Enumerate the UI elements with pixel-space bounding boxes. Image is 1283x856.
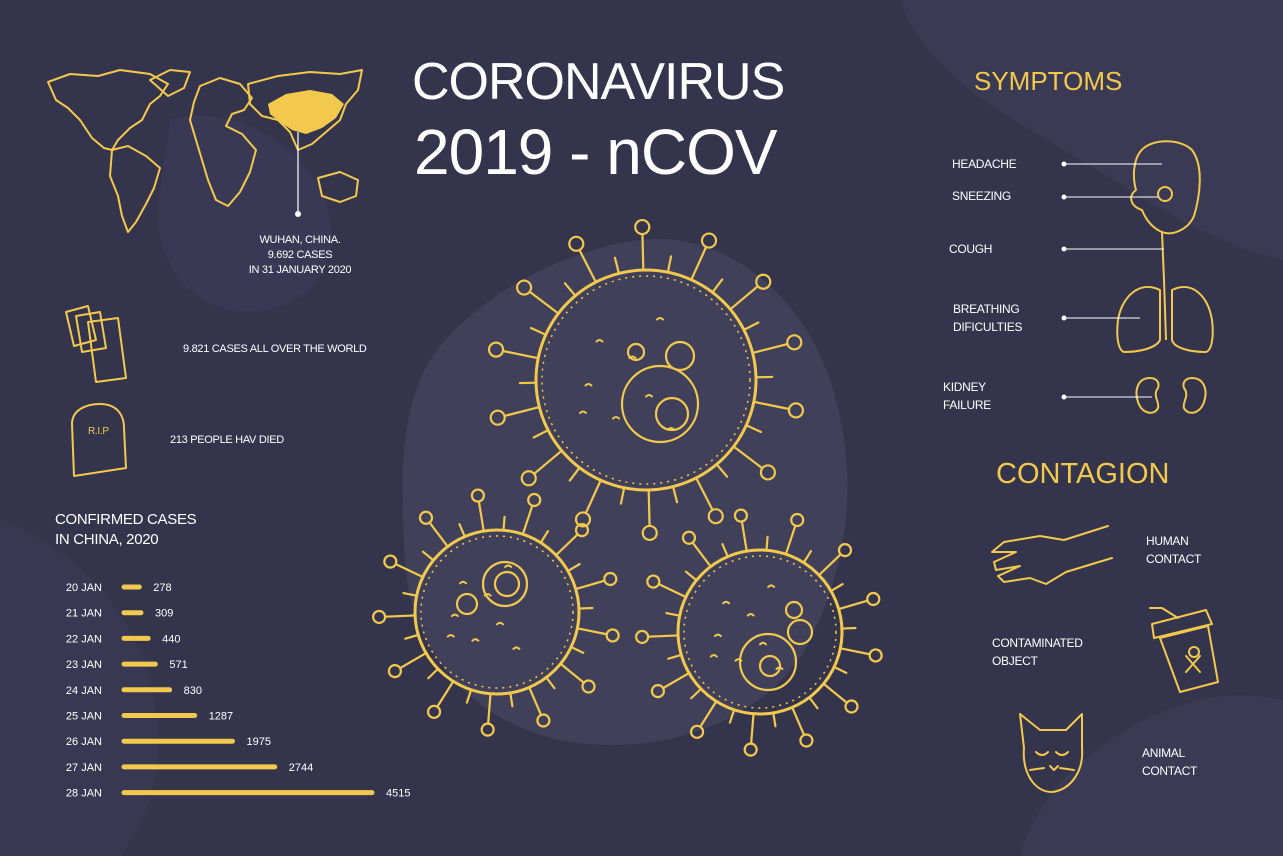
contagion-human-line-2: CONTACT — [1146, 552, 1202, 566]
chart-category-label: 23 JAN — [65, 659, 102, 672]
chart-value-label: 440 — [162, 633, 181, 646]
symptom-cough-line: COUGH — [949, 242, 993, 256]
chart-category-label: 25 JAN — [65, 710, 102, 723]
chart-title-line-1: CONFIRMED CASES — [55, 511, 197, 528]
chart-title-line-2: IN CHINA, 2020 — [55, 531, 159, 548]
contagion-object — [992, 634, 1083, 670]
symptom-kidney-line-2: FAILURE — [943, 398, 991, 412]
contagion-object-line-1: CONTAMINATED — [992, 636, 1083, 650]
cup-icon — [1150, 608, 1218, 692]
contagion-object-line-2: OBJECT — [992, 654, 1038, 668]
chart-category-label: 28 JAN — [65, 787, 102, 800]
contagion-human — [1146, 532, 1201, 568]
cat-icon — [1020, 714, 1082, 792]
contagion-animal-line-1: ANIMAL — [1142, 746, 1185, 760]
title-line-1: CORONAVIRUS — [412, 53, 785, 111]
chart-value-label: 309 — [154, 607, 174, 620]
chart-category-label: 24 JAN — [65, 684, 102, 697]
chart-category-label: 27 JAN — [65, 761, 102, 774]
chart-category-label: 26 JAN — [65, 736, 102, 749]
contagion-human-line-1: HUMAN — [1146, 534, 1189, 548]
chart-category-label: 22 JAN — [65, 633, 102, 646]
contagion-animal — [1142, 744, 1197, 780]
symptom-kidney-line-1: KIDNEY — [943, 380, 986, 394]
chart-category-label: 21 JAN — [65, 607, 102, 620]
deaths-stat: 213 PEOPLE HAV DIED — [170, 434, 284, 446]
symptom-headache-line: HEADACHE — [952, 157, 1017, 171]
title-line-2: 2019 - nCOV — [414, 116, 777, 188]
world-cases-stat: 9.821 CASES ALL OVER THE WORLD — [183, 343, 367, 355]
chart-value-label: 278 — [153, 582, 172, 594]
symptom-breathing-line-2: DIFICULTIES — [953, 320, 1023, 334]
chart-value-label: 4515 — [386, 787, 411, 800]
hand-icon — [992, 526, 1112, 584]
chart-value-label: 571 — [169, 659, 188, 672]
wuhan-caption-line-1: WUHAN, CHINA. — [259, 234, 341, 246]
chart-value-label: 1975 — [246, 736, 271, 749]
symptom-breathing-line-1: BREATHING — [953, 302, 1020, 316]
symptom-sneezing-line: SNEEZING — [952, 189, 1011, 203]
wuhan-caption-line-3: IN 31 JANUARY 2020 — [248, 264, 352, 276]
chart-value-label: 830 — [183, 684, 202, 697]
tombstone-label: R.I.P — [88, 426, 109, 437]
chart-value-label: 1287 — [208, 710, 234, 723]
chart-value-label: 2744 — [288, 761, 314, 774]
symptoms-heading: SYMPTOMS — [974, 66, 1123, 96]
contagion-heading: CONTAGION — [996, 458, 1170, 490]
wuhan-caption-line-2: 9.692 CASES — [267, 249, 333, 261]
chart-category-label: 20 JAN — [65, 582, 102, 594]
contagion-animal-line-2: CONTACT — [1142, 764, 1198, 778]
